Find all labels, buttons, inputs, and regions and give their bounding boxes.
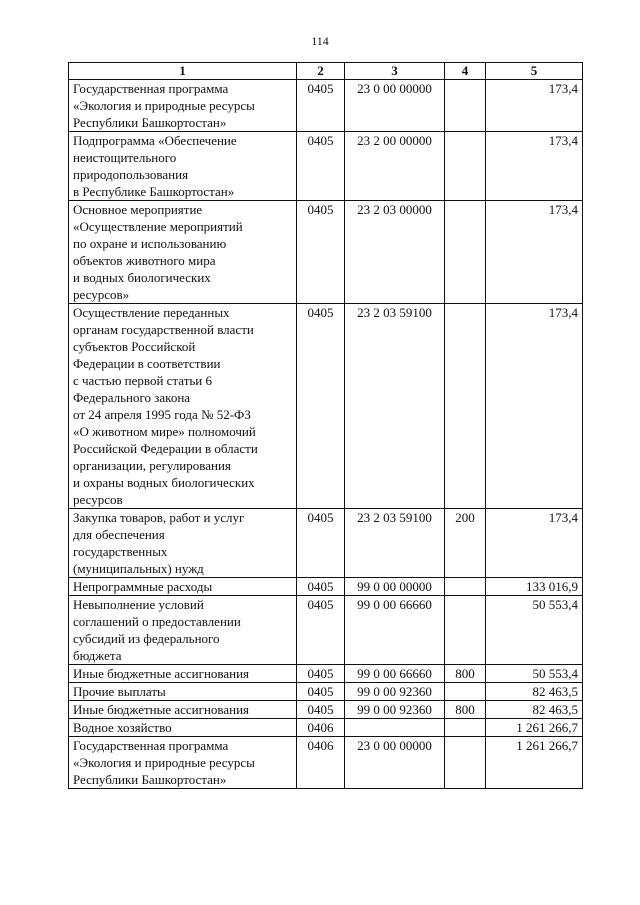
row-amount-cell: 82 463,5 (486, 701, 583, 719)
row-kind-cell (445, 596, 486, 665)
row-target-cell: 23 2 00 00000 (345, 132, 445, 201)
row-name-cell: Невыполнение условий соглашений о предоставлении субсидий из федерального бюджета (69, 596, 297, 665)
row-name-cell: Основное мероприятие «Осуществление мероприятий по охране и использованию объектов животного мира и водных биологических ресурсов» (69, 201, 297, 304)
row-kind-cell (445, 683, 486, 701)
table-row (69, 80, 583, 132)
row-target-cell: 99 0 00 92360 (345, 683, 445, 701)
row-target-cell: 99 0 00 00000 (345, 578, 445, 596)
row-kind-cell (445, 132, 486, 201)
row-kind-cell (445, 304, 486, 509)
header-col-2: 2 (297, 63, 345, 80)
table-row (69, 578, 583, 596)
row-kind-cell (445, 201, 486, 304)
table-row (69, 665, 583, 683)
row-section-cell: 0405 (297, 201, 345, 304)
row-section-cell: 0405 (297, 596, 345, 665)
table-row (69, 737, 583, 789)
row-section-cell: 0405 (297, 80, 345, 132)
row-amount-cell: 173,4 (486, 132, 583, 201)
row-amount-cell: 173,4 (486, 304, 583, 509)
row-section-cell: 0405 (297, 683, 345, 701)
row-target-cell: 99 0 00 92360 (345, 701, 445, 719)
row-name-cell: Подпрограмма «Обеспечение неистощительного природопользования в Республике Башкортостан» (69, 132, 297, 201)
row-kind-cell: 200 (445, 509, 486, 578)
row-section-cell: 0405 (297, 578, 345, 596)
row-kind-cell (445, 719, 486, 737)
row-amount-cell: 133 016,9 (486, 578, 583, 596)
table-row (69, 683, 583, 701)
row-section-cell: 0406 (297, 719, 345, 737)
row-target-cell: 23 0 00 00000 (345, 80, 445, 132)
row-target-cell: 23 2 03 59100 (345, 304, 445, 509)
table-row (69, 719, 583, 737)
row-section-cell: 0405 (297, 701, 345, 719)
table-row (69, 132, 583, 201)
table-row (69, 304, 583, 509)
row-amount-cell: 173,4 (486, 509, 583, 578)
row-amount-cell: 173,4 (486, 201, 583, 304)
row-kind-cell (445, 737, 486, 789)
row-kind-cell (445, 80, 486, 132)
row-name-cell: Государственная программа «Экология и природные ресурсы Республики Башкортостан» (69, 80, 297, 132)
row-name-cell: Непрограммные расходы (69, 578, 297, 596)
row-kind-cell: 800 (445, 665, 486, 683)
row-name-cell: Иные бюджетные ассигнования (69, 701, 297, 719)
row-section-cell: 0405 (297, 509, 345, 578)
table-row (69, 201, 583, 304)
row-section-cell: 0406 (297, 737, 345, 789)
budget-table (68, 62, 583, 789)
row-amount-cell: 82 463,5 (486, 683, 583, 701)
table-header-row (69, 63, 583, 80)
row-name-cell: Прочие выплаты (69, 683, 297, 701)
row-target-cell (345, 719, 445, 737)
header-col-1: 1 (69, 63, 297, 80)
row-name-cell: Иные бюджетные ассигнования (69, 665, 297, 683)
row-target-cell: 99 0 00 66660 (345, 665, 445, 683)
row-name-cell: Государственная программа «Экология и природные ресурсы Республики Башкортостан» (69, 737, 297, 789)
table-row (69, 701, 583, 719)
row-name-cell: Осуществление переданных органам государственной власти субъектов Российской Федерации в соответствии с частью первой статьи 6 Федерального закона от 24 апреля 1995 года № 52-ФЗ «О животном мире» полномочий Российской Федерации в области организации, регулирования и охраны водных биологических ресурсов (69, 304, 297, 509)
row-amount-cell: 1 261 266,7 (486, 737, 583, 789)
row-section-cell: 0405 (297, 132, 345, 201)
header-col-5: 5 (486, 63, 583, 80)
row-target-cell: 23 0 00 00000 (345, 737, 445, 789)
row-target-cell: 23 2 03 00000 (345, 201, 445, 304)
row-kind-cell (445, 578, 486, 596)
table-row (69, 509, 583, 578)
row-amount-cell: 50 553,4 (486, 596, 583, 665)
table-row (69, 596, 583, 665)
row-target-cell: 23 2 03 59100 (345, 509, 445, 578)
row-name-cell: Закупка товаров, работ и услуг для обеспечения государственных (муниципальных) нужд (69, 509, 297, 578)
row-amount-cell: 173,4 (486, 80, 583, 132)
header-col-4: 4 (445, 63, 486, 80)
row-section-cell: 0405 (297, 665, 345, 683)
row-name-cell: Водное хозяйство (69, 719, 297, 737)
row-target-cell: 99 0 00 66660 (345, 596, 445, 665)
page-number: 114 (311, 34, 329, 48)
row-section-cell: 0405 (297, 304, 345, 509)
row-kind-cell: 800 (445, 701, 486, 719)
header-col-3: 3 (345, 63, 445, 80)
row-amount-cell: 1 261 266,7 (486, 719, 583, 737)
row-amount-cell: 50 553,4 (486, 665, 583, 683)
